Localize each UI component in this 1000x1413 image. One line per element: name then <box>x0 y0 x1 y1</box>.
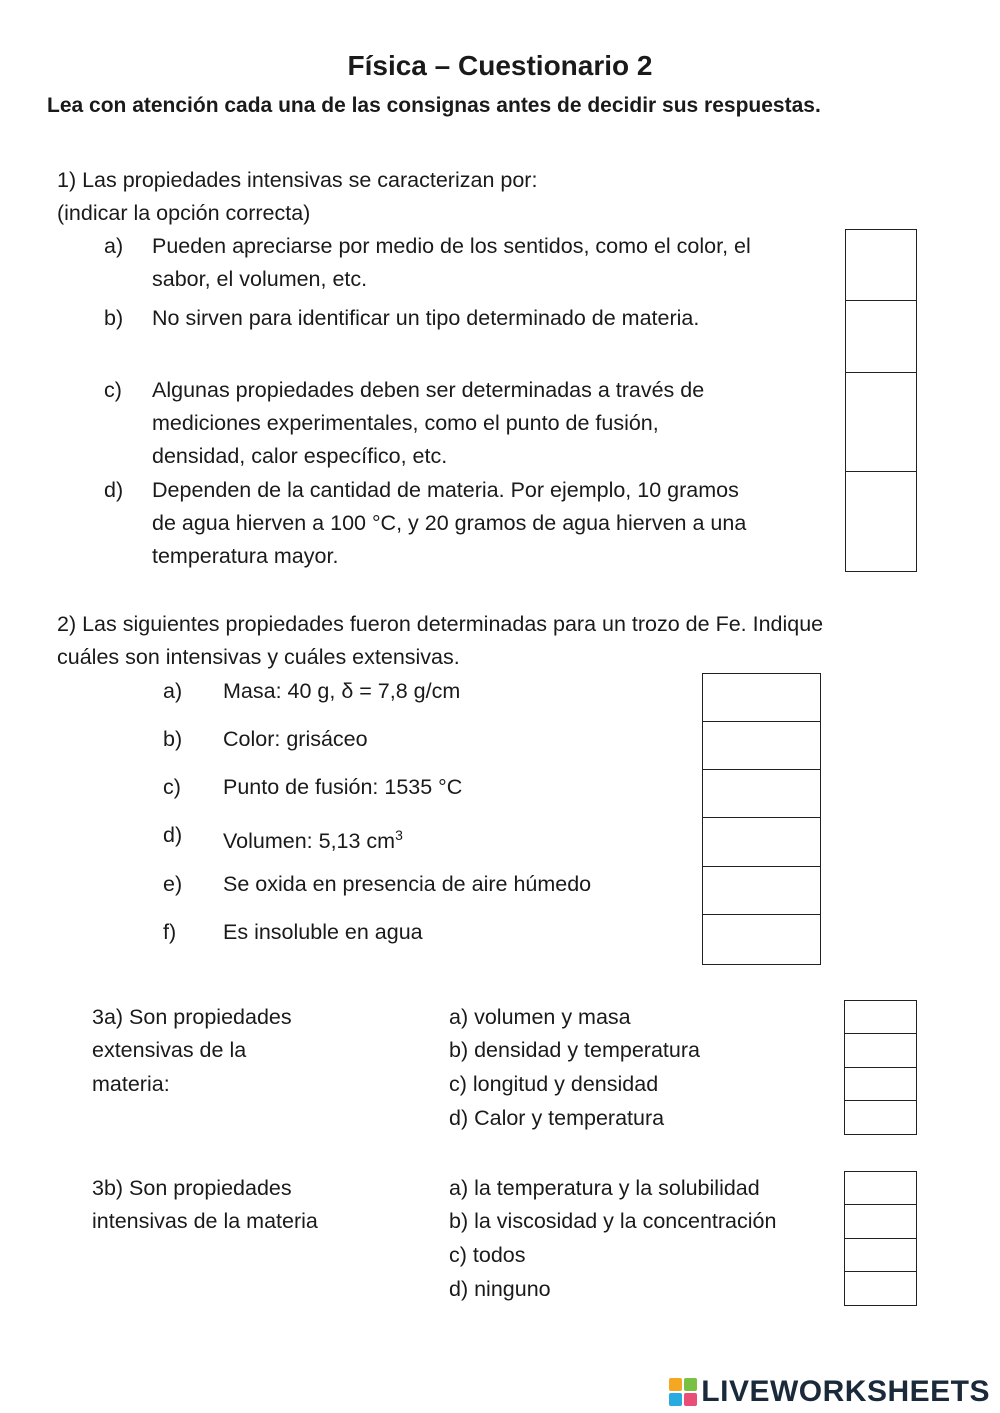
logo-square <box>684 1393 697 1406</box>
q1-option-d-line: Dependen de la cantidad de materia. Por ejemplo, 10 gramos <box>152 478 739 502</box>
q2-prompt-line: 2) Las siguientes propiedades fueron determinadas para un trozo de Fe. Indique <box>57 612 824 636</box>
q3b-answer-box-c[interactable] <box>844 1238 917 1273</box>
q1-option-b-line: No sirven para identificar un tipo determinado de materia. <box>152 306 700 330</box>
q2-item-text: Es insoluble en agua <box>223 920 423 944</box>
q3a-option: d) Calor y temperatura <box>449 1106 665 1130</box>
q3b-answer-box-a[interactable] <box>844 1171 917 1206</box>
q2-answer-box-c[interactable] <box>702 769 821 819</box>
q3a-prompt-line: extensivas de la <box>92 1038 247 1062</box>
q1-answer-box-a[interactable] <box>845 229 917 302</box>
q2-item-letter: c) <box>163 775 181 799</box>
q2-answer-box-a[interactable] <box>702 673 821 723</box>
q1-option-c-letter: c) <box>104 378 122 402</box>
q1-note: (indicar la opción correcta) <box>57 201 311 225</box>
q3b-prompt-line: 3b) Son propiedades <box>92 1176 292 1200</box>
q2-item-letter: e) <box>163 872 183 896</box>
q3b-prompt-line: intensivas de la materia <box>92 1209 318 1233</box>
q1-option-a-line: sabor, el volumen, etc. <box>152 267 368 291</box>
page-title: Física – Cuestionario 2 <box>347 50 653 81</box>
q1-prompt: 1) Las propiedades intensivas se caracterizan por: <box>57 168 538 192</box>
q1-option-d-letter: d) <box>104 478 124 502</box>
q3b-answer-box-d[interactable] <box>844 1271 917 1306</box>
q3a-option: c) longitud y densidad <box>449 1072 659 1096</box>
q2-prompt-line: cuáles son intensivas y cuáles extensivas. <box>57 645 460 669</box>
q3b-answer-box-b[interactable] <box>844 1204 917 1240</box>
q2-item-text-wrap <box>223 819 403 858</box>
q2-item-text: Masa: 40 g, δ = 7,8 g/cm <box>223 679 461 703</box>
q2-item-letter: a) <box>163 679 183 703</box>
watermark-text: LIVEWORKSHEETS <box>701 1375 990 1408</box>
liveworksheets-logo-icon <box>669 1378 697 1406</box>
q2-item-letter: f) <box>163 920 177 944</box>
q1-option-c-line: mediciones experimentales, como el punto de fusión, <box>152 411 659 435</box>
q1-option-d-line: temperatura mayor. <box>152 544 339 568</box>
q1-answer-box-d[interactable] <box>845 471 917 572</box>
q3a-answer-box-c[interactable] <box>844 1067 917 1102</box>
q2-item-letter: b) <box>163 727 183 751</box>
q2-item-letter: d) <box>163 823 183 847</box>
q3a-prompt-line: 3a) Son propiedades <box>92 1005 292 1029</box>
q3b-option: a) la temperatura y la solubilidad <box>449 1176 760 1200</box>
instruction: Lea con atención cada una de las consignas antes de decidir sus respuestas. <box>47 94 821 117</box>
q2-item-text: Punto de fusión: 1535 °C <box>223 775 463 799</box>
q1-answer-box-c[interactable] <box>845 372 917 473</box>
q1-option-a-line: Pueden apreciarse por medio de los sentidos, como el color, el <box>152 234 751 258</box>
q2-item-text: Color: grisáceo <box>223 727 368 751</box>
q2-item-text: Se oxida en presencia de aire húmedo <box>223 872 592 896</box>
q2-item-sup: 3 <box>395 827 403 843</box>
q1-option-d-line: de agua hierven a 100 °C, y 20 gramos de agua hierven a una <box>152 511 747 535</box>
logo-square <box>684 1378 697 1391</box>
q2-item-text: Volumen: 5,13 cm <box>223 829 396 854</box>
q1-option-b-letter: b) <box>104 306 124 330</box>
q3a-prompt-line: materia: <box>92 1072 170 1096</box>
q3a-answer-box-d[interactable] <box>844 1100 917 1135</box>
q3a-answer-box-b[interactable] <box>844 1033 917 1069</box>
logo-square <box>669 1393 682 1406</box>
q3a-option: a) volumen y masa <box>449 1005 631 1029</box>
q3a-option: b) densidad y temperatura <box>449 1038 700 1062</box>
q3b-option: b) la viscosidad y la concentración <box>449 1209 777 1233</box>
q1-answer-box-b[interactable] <box>845 300 917 374</box>
q3b-option: d) ninguno <box>449 1277 551 1301</box>
q1-option-c-line: densidad, calor específico, etc. <box>152 444 448 468</box>
q1-option-a-letter: a) <box>104 234 124 258</box>
q2-answer-box-e[interactable] <box>702 866 821 916</box>
q1-option-c-line: Algunas propiedades deben ser determinadas a través de <box>152 378 705 402</box>
logo-square <box>669 1378 682 1391</box>
q2-answer-box-b[interactable] <box>702 721 821 771</box>
q2-answer-box-d[interactable] <box>702 817 821 868</box>
liveworksheets-watermark <box>669 1374 990 1410</box>
q3b-option: c) todos <box>449 1243 526 1267</box>
q2-answer-box-f[interactable] <box>702 914 821 965</box>
q3a-answer-box-a[interactable] <box>844 1000 917 1035</box>
